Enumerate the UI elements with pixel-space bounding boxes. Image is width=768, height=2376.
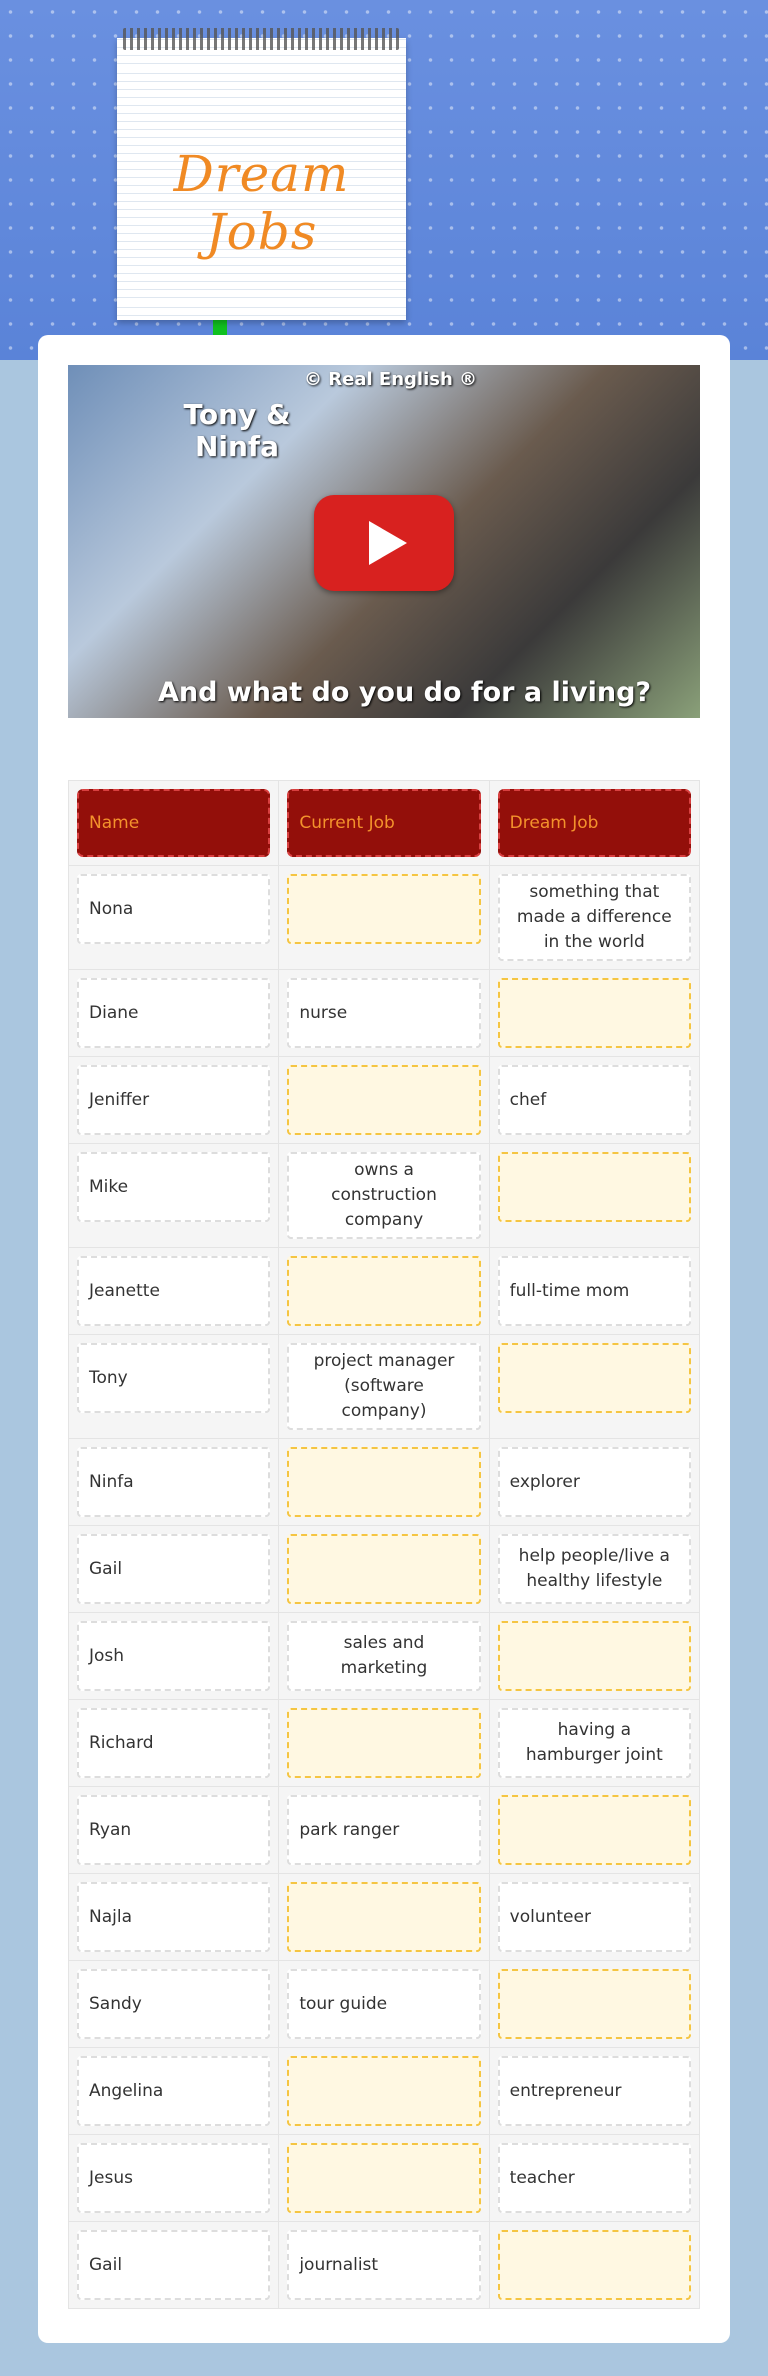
name-cell	[69, 2222, 279, 2309]
table-row	[69, 1439, 700, 1526]
name-text: Angelina	[77, 2056, 270, 2126]
video-names: Tony & Ninfa	[183, 398, 291, 463]
dream-job-cell	[489, 1335, 699, 1439]
drop-zone[interactable]	[498, 1969, 691, 2039]
dream-job-cell	[489, 1439, 699, 1526]
column-header-current-job: Current Job	[279, 781, 489, 866]
drop-zone[interactable]	[287, 1256, 480, 1326]
dream-job-cell	[489, 2135, 699, 2222]
table-row	[69, 970, 700, 1057]
table-row	[69, 1961, 700, 2048]
table-row	[69, 866, 700, 970]
name-text: Tony	[77, 1343, 270, 1413]
dream-text[interactable]: having a hamburger joint	[498, 1708, 691, 1778]
name-cell	[69, 1439, 279, 1526]
name-cell	[69, 1144, 279, 1248]
name-cell	[69, 970, 279, 1057]
dream-job-cell	[489, 1874, 699, 1961]
dream-text[interactable]: chef	[498, 1065, 691, 1135]
drop-zone[interactable]	[287, 1708, 480, 1778]
dream-job-cell	[489, 970, 699, 1057]
name-text: Jeanette	[77, 1256, 270, 1326]
name-text: Gail	[77, 2230, 270, 2300]
name-cell	[69, 1057, 279, 1144]
drop-zone[interactable]	[287, 874, 480, 944]
page-title: Dream Jobs	[173, 145, 350, 261]
name-cell	[69, 1335, 279, 1439]
video-watermark: © Real English ®	[304, 369, 478, 390]
column-header-dream-job: Dream Job	[489, 781, 699, 866]
name-text: Diane	[77, 978, 270, 1048]
current-text[interactable]: tour guide	[287, 1969, 480, 2039]
table-row	[69, 1700, 700, 1787]
column-header-name: Name	[69, 781, 279, 866]
drop-zone[interactable]	[498, 1795, 691, 1865]
drop-zone[interactable]	[287, 2143, 480, 2213]
name-text: Ninfa	[77, 1447, 270, 1517]
dream-text[interactable]: volunteer	[498, 1882, 691, 1952]
table-row	[69, 1144, 700, 1248]
current-job-cell	[279, 2222, 489, 2309]
dream-job-cell	[489, 1144, 699, 1248]
dream-text[interactable]: help people/live a healthy lifestyle	[498, 1534, 691, 1604]
current-job-cell	[279, 1057, 489, 1144]
drop-zone[interactable]	[287, 1065, 480, 1135]
table-row	[69, 1335, 700, 1439]
video-caption: And what do you do for a living?	[158, 677, 652, 708]
name-text: Jesus	[77, 2143, 270, 2213]
drop-zone[interactable]	[287, 2056, 480, 2126]
drop-zone[interactable]	[498, 978, 691, 1048]
name-cell	[69, 1526, 279, 1613]
name-cell	[69, 1248, 279, 1335]
current-job-cell	[279, 1526, 489, 1613]
table-row	[69, 1248, 700, 1335]
name-text: Ryan	[77, 1795, 270, 1865]
dream-job-cell	[489, 2222, 699, 2309]
dream-job-cell	[489, 1961, 699, 2048]
content-card	[38, 335, 730, 2343]
drop-zone[interactable]	[287, 1447, 480, 1517]
table-row	[69, 1874, 700, 1961]
header-banner	[0, 0, 768, 360]
youtube-video[interactable]	[68, 365, 700, 718]
dream-text[interactable]: explorer	[498, 1447, 691, 1517]
current-job-cell	[279, 970, 489, 1057]
drop-zone[interactable]	[498, 2230, 691, 2300]
name-text: Josh	[77, 1621, 270, 1691]
dream-text[interactable]: teacher	[498, 2143, 691, 2213]
table-row	[69, 1613, 700, 1700]
current-job-cell	[279, 1961, 489, 2048]
current-job-cell	[279, 1700, 489, 1787]
name-text: Mike	[77, 1152, 270, 1222]
name-text: Sandy	[77, 1969, 270, 2039]
notebook-tab-green	[213, 318, 227, 336]
drop-zone[interactable]	[498, 1343, 691, 1413]
current-job-cell	[279, 1439, 489, 1526]
current-text[interactable]: nurse	[287, 978, 480, 1048]
name-cell	[69, 1700, 279, 1787]
dream-job-cell	[489, 1057, 699, 1144]
current-text[interactable]: journalist	[287, 2230, 480, 2300]
dream-text[interactable]: full-time mom	[498, 1256, 691, 1326]
current-job-cell	[279, 1613, 489, 1700]
drop-zone[interactable]	[498, 1621, 691, 1691]
current-job-cell	[279, 2135, 489, 2222]
play-button-icon[interactable]	[314, 495, 454, 591]
dream-job-cell	[489, 1700, 699, 1787]
table-row	[69, 1057, 700, 1144]
name-cell	[69, 1961, 279, 2048]
dream-text[interactable]: entrepreneur	[498, 2056, 691, 2126]
current-text[interactable]: sales and marketing	[287, 1621, 480, 1691]
current-job-cell	[279, 1248, 489, 1335]
name-cell	[69, 1787, 279, 1874]
name-cell	[69, 2135, 279, 2222]
table-row	[69, 1526, 700, 1613]
current-text[interactable]: park ranger	[287, 1795, 480, 1865]
drop-zone[interactable]	[498, 1152, 691, 1222]
name-cell	[69, 1613, 279, 1700]
dream-job-cell	[489, 866, 699, 970]
name-text: Richard	[77, 1708, 270, 1778]
table-row	[69, 2135, 700, 2222]
table-row	[69, 2048, 700, 2135]
name-text: Jeniffer	[77, 1065, 270, 1135]
current-job-cell	[279, 1335, 489, 1439]
current-job-cell	[279, 1874, 489, 1961]
name-text: Gail	[77, 1534, 270, 1604]
dream-jobs-table	[68, 780, 700, 2309]
name-cell	[69, 1874, 279, 1961]
current-job-cell	[279, 1787, 489, 1874]
drop-zone[interactable]	[287, 1882, 480, 1952]
name-text: Najla	[77, 1882, 270, 1952]
dream-text[interactable]: something that made a difference in the world	[498, 874, 691, 961]
name-cell	[69, 866, 279, 970]
dream-job-cell	[489, 1787, 699, 1874]
table-row	[69, 2222, 700, 2309]
drop-zone[interactable]	[287, 1534, 480, 1604]
current-job-cell	[279, 866, 489, 970]
current-job-cell	[279, 2048, 489, 2135]
name-cell	[69, 2048, 279, 2135]
dream-job-cell	[489, 2048, 699, 2135]
dream-job-cell	[489, 1526, 699, 1613]
dream-job-cell	[489, 1248, 699, 1335]
current-text[interactable]: project manager (software company)	[287, 1343, 480, 1430]
name-text: Nona	[77, 874, 270, 944]
current-text[interactable]: owns a construction company	[287, 1152, 480, 1239]
current-job-cell	[279, 1144, 489, 1248]
dream-job-cell	[489, 1613, 699, 1700]
table-row	[69, 1787, 700, 1874]
notebook-spiral	[123, 28, 399, 50]
